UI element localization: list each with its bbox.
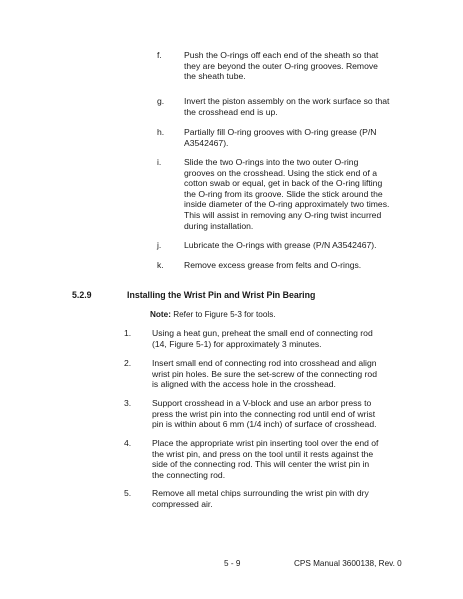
section-title: Installing the Wrist Pin and Wrist Pin Bearing (127, 290, 316, 300)
item-text: Lubricate the O-rings with grease (P/N A3542467). (184, 240, 377, 250)
step-label: 2. (124, 358, 132, 368)
note (150, 310, 276, 319)
item-label: h. (157, 127, 165, 137)
item-label: j. (157, 240, 162, 250)
item-text: Partially fill O-ring grooves with O-ring grease (P/N A3542467). (184, 127, 377, 148)
page-number: 5 - 9 (224, 559, 241, 568)
step-label: 3. (124, 398, 132, 408)
section-number: 5.2.9 (72, 290, 92, 300)
note-text: Refer to Figure 5-3 for tools. (170, 310, 276, 319)
item-text: Invert the piston assembly on the work surface so that the crosshead end is up. (184, 96, 390, 117)
item-label: k. (157, 260, 164, 270)
step-text: Using a heat gun, preheat the small end of connecting rod (14, Figure 5-1) for approximately 3 minutes. (152, 328, 373, 349)
item-text: Slide the two O-rings into the two outer O-ring grooves on the crosshead. Using the stick end of a cotton swab or equal, get in back of the O-ring lifting the O-ring from its groove. Slide the stick around the inside diameter of the O-ring approximately two times. This will assist in removing any O-ring twist incurred during installation. (184, 157, 390, 231)
item-text: Push the O-rings off each end of the sheath so that they are beyond the outer O-ring grooves. Remove the sheath tube. (184, 50, 379, 82)
step-label: 5. (124, 488, 132, 498)
item-label: f. (157, 50, 162, 60)
item-label: i. (157, 157, 162, 167)
step-label: 4. (124, 438, 132, 448)
step-text: Place the appropriate wrist pin inserting tool over the end of the wrist pin, and press on the tool until it rests against the side of the connecting rod. This will center the wrist pin in the connecting rod. (152, 438, 379, 480)
item-label: g. (157, 96, 165, 106)
note-label: Note: (150, 310, 171, 319)
step-text: Remove all metal chips surrounding the wrist pin with dry compressed air. (152, 488, 369, 509)
step-label: 1. (124, 328, 132, 338)
item-text: Remove excess grease from felts and O-rings. (184, 260, 362, 270)
manual-reference: CPS Manual 3600138, Rev. 0 (294, 559, 402, 568)
step-text: Insert small end of connecting rod into crosshead and align wrist pin holes. Be sure the set-screw of the connecting rod is aligned with the access hole in the crosshead. (152, 358, 377, 390)
step-text: Support crosshead in a V-block and use an arbor press to press the wrist pin into the connecting rod until end of wrist pin is within about 6 mm (1/4 inch) of surface of crosshead. (152, 398, 377, 430)
